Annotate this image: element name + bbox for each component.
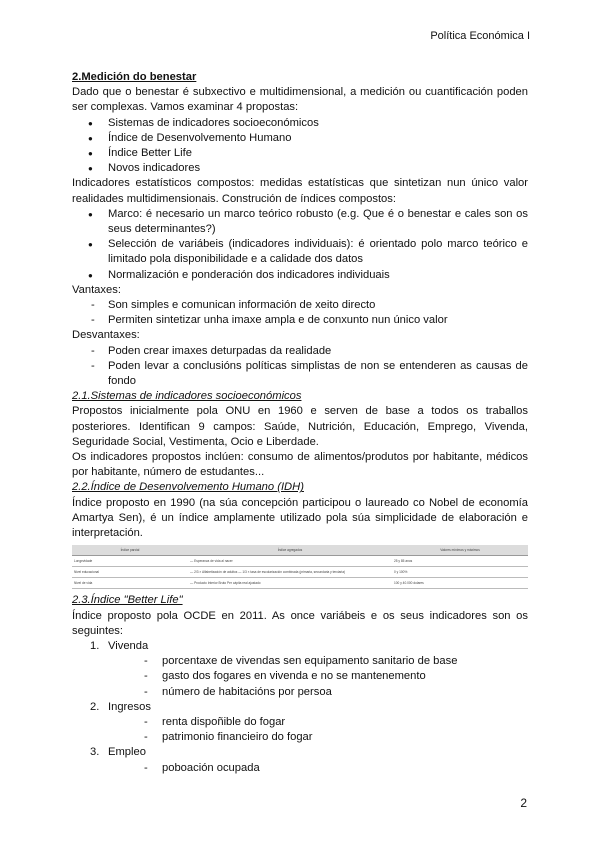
- list-item: ● Sistemas de indicadores socioeconómicos: [72, 116, 528, 131]
- bullet-list: [72, 116, 528, 177]
- table-row: [72, 556, 528, 567]
- subsection-title: 2.3.Índice "Better Life": [72, 594, 183, 607]
- list-item: ● Normalización e ponderación dos indicadores individuais: [72, 268, 528, 283]
- list-item: ● Índice Better Life: [72, 146, 528, 161]
- table-cell: — 2/3 × Alfabetización de adultos — 1/3 × tasa de escolarización combinada (primaria, secundaria y terciaria): [188, 567, 392, 578]
- table-cell: Nivel de vida: [72, 578, 188, 589]
- list-item: - Permiten sintetizar unha imaxe ampla e de conxunto nun único valor: [72, 313, 528, 328]
- table-cell: 100 y 40.000 dolares: [392, 578, 528, 589]
- sub-item: - renta dispoñible do fogar: [108, 715, 528, 730]
- section-title: 2.Medición do benestar: [72, 71, 197, 83]
- table-cell: 0 y 100%: [392, 567, 528, 578]
- list-item: - Poden crear imaxes deturpadas da realidade: [72, 344, 528, 359]
- list-item: ● Marco: é necesario un marco teórico robusto (e.g. Que é o benestar e cales son os seus determinantes?): [72, 207, 528, 237]
- paragraph: Os indicadores propostos inclúen: consumo de alimentos/produtos por habitante, médicos por habitante, número de estudantes...: [72, 451, 528, 479]
- sub-list: [108, 761, 528, 776]
- table-cell: 25 y 85 anos: [392, 556, 528, 567]
- list-item: [72, 639, 528, 700]
- subsection-title: 2.2.Índice de Desenvolvemento Humano (IDH): [72, 481, 304, 494]
- list-label: Empleo: [108, 746, 146, 759]
- paragraph: Vantaxes:: [72, 283, 121, 296]
- list-item: ● Selección de variábeis (indicadores individuais): é orientado polo marco teórico e limitado pola disponibilidade e a calidade dos datos: [72, 237, 528, 267]
- table-row: [72, 578, 528, 589]
- sub-list: [108, 715, 528, 745]
- table-header: Índice parcial: [72, 545, 188, 556]
- page-content: [72, 70, 528, 776]
- sub-item: - gasto dos fogares en vivenda e no se mantenemento: [108, 669, 528, 684]
- bullet-list: [72, 207, 528, 283]
- table-cell: — Producto Interior Bruto Per cápita real ajustado: [188, 578, 392, 589]
- list-number: 2.: [90, 700, 100, 713]
- hdi-table: [72, 545, 528, 589]
- numbered-list: [72, 639, 528, 776]
- list-number: 3.: [90, 746, 100, 759]
- dash-list: [72, 298, 528, 328]
- list-item: - Son simples e comunican información de xeito directo: [72, 298, 528, 313]
- paragraph: Índice proposto pola OCDE en 2011. As once variábeis e os seus indicadores son os seguintes:: [72, 609, 528, 637]
- paragraph: Desvantaxes:: [72, 329, 140, 342]
- list-item: - Poden levar a conclusións políticas simplistas de non se entenderen as causas de fondo: [72, 359, 528, 389]
- sub-list: [108, 654, 528, 700]
- page-number: 2: [520, 796, 527, 810]
- table-header: Índice agregados: [188, 545, 392, 556]
- running-header: Política Económica I: [430, 30, 530, 42]
- table-cell: Longevidade: [72, 556, 188, 567]
- paragraph: Dado que o benestar é subxectivo e multidimensional, a medición ou cuantificación poden ser complexas. Vamos examinar 4 propostas:: [72, 86, 528, 114]
- list-item: [72, 700, 528, 746]
- list-number: 1.: [90, 639, 100, 652]
- table-cell: — Esperanza de vida al nacer: [188, 556, 392, 567]
- list-label: Vivenda: [108, 639, 149, 652]
- list-item: [72, 745, 528, 775]
- dash-list: [72, 344, 528, 390]
- table-cell: Nivel educacional: [72, 567, 188, 578]
- table-row: [72, 567, 528, 578]
- sub-item: - patrimonio financieiro do fogar: [108, 730, 528, 745]
- list-item: ● Novos indicadores: [72, 161, 528, 176]
- paragraph: Propostos inicialmente pola ONU en 1960 e serven de base a todos os traballos posteriores. Identifican 9 campos: Saúde, Nutrición, Educación, Emprego, Vivenda, Seguridade Social, Vestimenta, Ocio e Liberdade.: [72, 405, 528, 448]
- list-item: ● Índice de Desenvolvemento Humano: [72, 131, 528, 146]
- paragraph: Índice proposto en 1990 (na súa concepción participou o laureado co Nobel de economía Amartya Sen), é un índice amplamente utilizado pola súa simplicidade de elaboración e interpretación.: [72, 496, 528, 540]
- subsection-title: 2.1.Sistemas de indicadores socioeconómicos: [72, 390, 302, 403]
- table-header: Valores mínimos y máximos: [392, 545, 528, 556]
- sub-item: - porcentaxe de vivendas sen equipamento sanitario de base: [108, 654, 528, 669]
- paragraph: Indicadores estatísticos compostos: medidas estatísticas que sintetizan nun único valor realidades multidimensionais. Construción de índices compostos:: [72, 177, 528, 205]
- list-label: Ingresos: [108, 700, 151, 713]
- sub-item: - poboación ocupada: [108, 761, 528, 776]
- sub-item: - número de habitacións por persoa: [108, 685, 528, 700]
